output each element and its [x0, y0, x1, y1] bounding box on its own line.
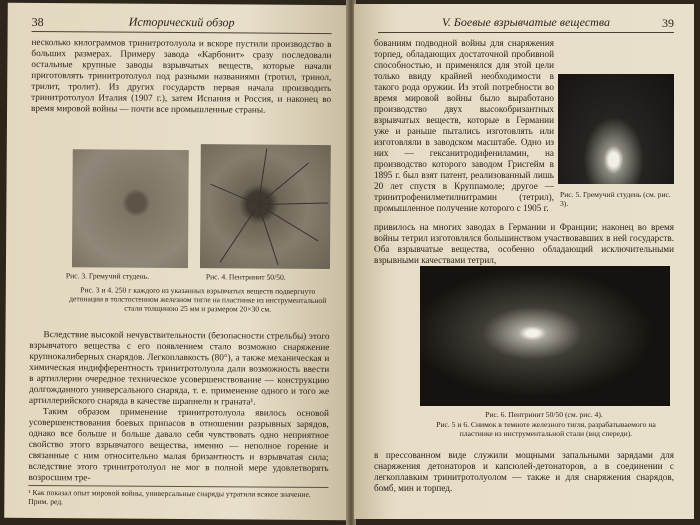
left-page-header — [32, 13, 332, 34]
figure-5-photo — [558, 74, 674, 184]
paragraph: Вследствие высокой нечувствительности (безопасности стрельбы) этого взрывчатого вещества с его появлением стало возможно снаряжение крупнокалиберных снарядов. Легкоплавкость (80°), а также механическая и химическая индифферентность тринитротолуола дали возможность ввести в артиллерии очередное техническое усовершенствование — конструкцию долгожданного универсального снаряда, т. е. применение одного и того же артиллерийского снаряда в качестве шрапнели и граната¹. Таким образом применение тринитротолуола явилось основой усовершенствования боевых припасов в отношении разрывных зарядов, однако все больше и больше давало себя чувствовать одно неприятное свойство этого взрывчатого вещества, именно — неполное горение и связанные с ним относительно малая бризантность и взрывчатая сила; вследствие этого тринитротолуол не мог в полной мере удовлетворять возросшим тре- — [28, 329, 330, 483]
figures-3-4-caption: Рис. 3 и 4. 250 г каждого из указанных взрывчатых веществ подвергнуто детонации в толстостенном железном тигле на пластинке из инструментальной стали толщиною 25 мм и размером 20×30 см. — [69, 285, 327, 314]
figures-5-6-caption: Рис. 5 и 6. Снимок в темноте железного тигля, разрабатываемого на пластинке из инструментальной стали (вид спереди). — [436, 420, 656, 438]
figure-6-photo — [420, 266, 670, 406]
paragraph: привилось на многих заводах в Германии и Франции; наконец во время войны тетрил изготовлялся большинством участвовавших в ней государств. Оба взрывчатые вещества, особенно обладающий исключительными взрывными качествами тетрил, — [374, 222, 674, 265]
right-page-header — [378, 14, 674, 33]
crack-lines — [200, 144, 331, 269]
figure-4-photo — [200, 144, 331, 269]
figure-4-label: Рис. 4. Пентринит 50/50. — [205, 272, 286, 282]
page-number: 39 — [662, 16, 674, 30]
paragraph: бованиям подводной войны для снаряжения торпед, обладающих достаточной пробивной способностью, и применялся для этой цели только ввиду крайней необходимости в такого рода оружии. Из этой потребности во время мировой войны было выработано производство двух высокобризантных взрывчатых веществ, которые в Германии уже и раньше пытались изготовлять или изготовляли в заводском масштабе. Одно из них — гексанитродифениламин, на производство которого заводом Грисгейм в 1895 г. был взят патент, реализованный лишь 20 лет спустя в Круппамоле; другое — тринитрофенилметилнитрамин (тетрил), промышленное получение которого с 1905 г. — [374, 38, 554, 213]
right-page — [354, 4, 694, 519]
figure-6-label: Рис. 6. Пентринит 50/50 (см. рис. 4). — [485, 410, 603, 419]
figure-3-photo — [72, 149, 189, 268]
left-page — [4, 3, 352, 520]
figure-5-label: Рис. 5. Гремучий студень (см. рис. 3). — [560, 190, 671, 208]
paragraph: несколько килограммов тринитротолуола и вскоре пустили производство в больших размерах. Примеру завода «Карбонит» сразу последовали остальные крупные заводы взрывчатых веществ, которые начали приготовлять тринитротолуол под разными названиями (тротил, тринол, трилит, тролит). Из других государств первая начала производить тринитротолуол Италия (1907 г.), затем Испания и Россия, и наконец во время мировой войны — почти все промышленные страны. — [31, 36, 332, 115]
running-title: V. Боевые взрывчатые вещества — [442, 15, 610, 29]
paragraph: в прессованном виде служили мощными запальными зарядами для снаряжения детонаторов и капсюлей-детонаторов, а в соединении с легкоплавким тринитротолуолом — также и для снаряжения снарядов, бомб, мин и торпед. — [374, 450, 674, 493]
running-title: Исторический обзор — [128, 14, 235, 30]
footnote: ¹ Как показал опыт мировой войны, универсальные снаряды утратили всякое значение. Прим. ред. — [28, 485, 328, 508]
figure-3-label: Рис. 3. Гремучий студень. — [65, 271, 150, 281]
page-number: 38 — [31, 14, 44, 30]
